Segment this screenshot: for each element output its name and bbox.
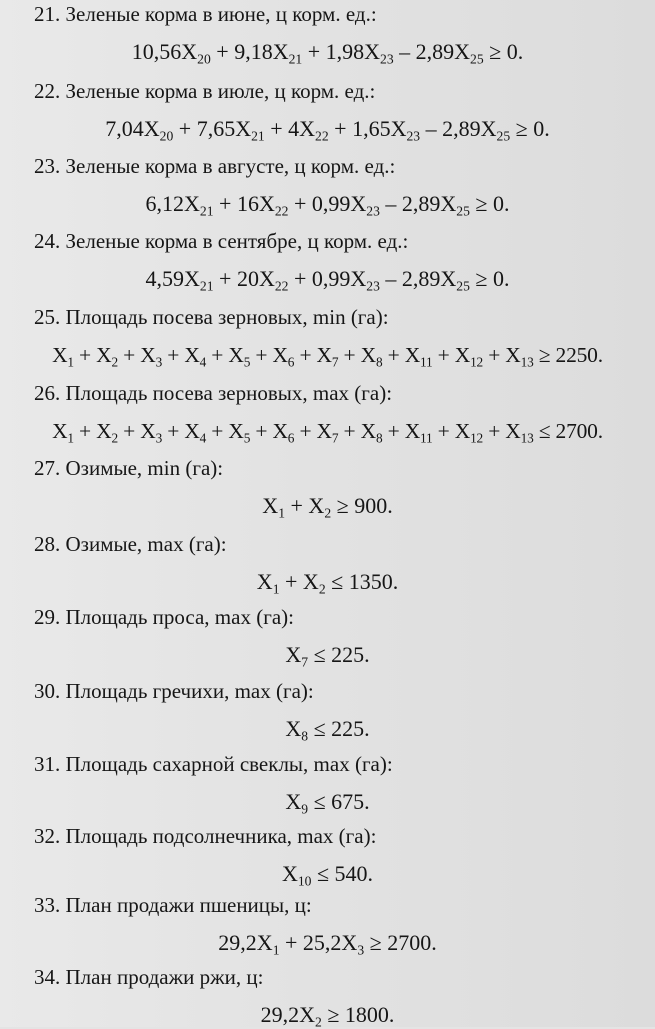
- variable-index: 23: [366, 203, 380, 219]
- variable-index: 1: [278, 505, 285, 521]
- constraint-formula: [0, 716, 655, 742]
- constraint-heading: 32. Площадь подсолнечника, max (га):: [34, 824, 377, 848]
- relation-sign: ≥: [321, 1002, 345, 1027]
- operator: –: [379, 191, 402, 216]
- constraint-heading: 29. Площадь проса, max (га):: [34, 605, 294, 629]
- operator: +: [483, 343, 506, 367]
- term-coefficient: 1,98X: [325, 39, 381, 64]
- term-coefficient: 9,18X: [234, 39, 289, 64]
- right-hand-side: 1800.: [344, 1002, 395, 1027]
- term-coefficient: X: [96, 419, 112, 443]
- variable-index: 21: [251, 128, 265, 144]
- variable-index: 9: [301, 801, 309, 817]
- term-coefficient: 2,89X: [442, 116, 497, 141]
- operator: +: [264, 116, 289, 141]
- variable-index: 1: [272, 581, 280, 597]
- variable-index: 20: [159, 128, 174, 144]
- relation-sign: ≤: [308, 789, 332, 814]
- variable-index: 23: [406, 128, 421, 144]
- variable-index: 3: [155, 430, 163, 446]
- term-coefficient: X: [272, 343, 288, 367]
- constraint-formula: [0, 39, 655, 65]
- constraint-heading: 26. Площадь посева зерновых, max (га):: [34, 381, 393, 405]
- variable-index: 25: [470, 51, 484, 67]
- term-coefficient: 4,59X: [145, 266, 200, 291]
- constraint-formula: [0, 861, 655, 887]
- operator: +: [338, 419, 361, 443]
- relation-sign: ≥: [364, 930, 388, 955]
- relation-sign: ≤: [533, 419, 556, 443]
- operator: +: [279, 930, 303, 955]
- variable-index: 5: [243, 354, 251, 370]
- operator: +: [73, 419, 97, 443]
- term-coefficient: X: [285, 642, 302, 667]
- variable-index: 23: [380, 51, 394, 67]
- relation-sign: ≥: [331, 493, 355, 518]
- operator: +: [382, 419, 405, 443]
- term-coefficient: 25,2X: [302, 930, 358, 955]
- term-coefficient: 2,89X: [401, 191, 457, 216]
- constraint-heading: 30. Площадь гречихи, max (га):: [34, 679, 314, 703]
- operator: +: [288, 191, 312, 216]
- variable-index: 3: [155, 354, 163, 370]
- term-coefficient: X: [140, 343, 156, 367]
- variable-index: 3: [357, 942, 365, 958]
- variable-index: 25: [456, 278, 470, 294]
- right-hand-side: 225.: [331, 642, 370, 667]
- variable-index: 12: [470, 430, 484, 446]
- variable-index: 4: [199, 354, 207, 370]
- variable-index: 7: [301, 654, 309, 670]
- variable-index: 23: [366, 278, 380, 294]
- term-coefficient: X: [505, 343, 521, 367]
- variable-index: 13: [520, 430, 534, 446]
- operator: –: [393, 39, 416, 64]
- variable-index: 12: [470, 354, 484, 370]
- operator: +: [285, 493, 309, 518]
- term-coefficient: X: [228, 419, 244, 443]
- operator: +: [206, 343, 229, 367]
- term-coefficient: X: [316, 419, 332, 443]
- constraint-formula: [0, 342, 655, 368]
- constraint-formula: [0, 642, 655, 668]
- term-coefficient: X: [505, 419, 521, 443]
- constraint-heading: 33. План продажи пшеницы, ц:: [34, 893, 312, 917]
- variable-index: 7: [331, 354, 339, 370]
- relation-sign: ≤: [308, 642, 332, 667]
- variable-index: 21: [288, 51, 303, 67]
- term-coefficient: X: [96, 343, 112, 367]
- variable-index: 20: [197, 51, 211, 67]
- operator: +: [213, 191, 237, 216]
- constraint-formula: [0, 116, 655, 142]
- term-coefficient: X: [256, 569, 273, 594]
- variable-index: 2: [324, 505, 332, 521]
- constraint-formula: [0, 493, 655, 519]
- constraint-heading: 24. Зеленые корма в сентябре, ц корм. ед.:: [34, 229, 409, 253]
- right-hand-side: 1350.: [348, 569, 399, 594]
- operator: +: [213, 266, 237, 291]
- operator: +: [117, 419, 141, 443]
- operator: +: [250, 419, 273, 443]
- operator: +: [483, 419, 506, 443]
- right-hand-side: 540.: [334, 861, 374, 886]
- operator: +: [162, 419, 185, 443]
- variable-index: 25: [496, 128, 511, 144]
- right-hand-side: 225.: [331, 716, 370, 741]
- relation-sign: ≤: [311, 861, 335, 886]
- relation-sign: ≥: [510, 116, 534, 141]
- constraint-heading: 34. План продажи ржи, ц:: [34, 965, 264, 989]
- constraint-formula: [0, 418, 655, 444]
- operator: +: [338, 343, 361, 367]
- term-coefficient: 1,65X: [352, 116, 407, 141]
- operator: +: [288, 266, 312, 291]
- right-hand-side: 2700.: [387, 930, 437, 955]
- relation-sign: ≥: [469, 191, 493, 216]
- term-coefficient: X: [308, 493, 325, 518]
- right-hand-side: 0.: [492, 191, 510, 216]
- operator: +: [328, 116, 353, 141]
- operator: +: [294, 343, 317, 367]
- constraint-heading: 28. Озимые, max (га):: [34, 532, 227, 556]
- variable-index: 8: [375, 430, 383, 446]
- operator: +: [294, 419, 317, 443]
- variable-index: 25: [456, 203, 470, 219]
- term-coefficient: 29,2X: [260, 1002, 315, 1027]
- constraint-heading: 31. Площадь сахарной свеклы, max (га):: [34, 752, 393, 776]
- term-coefficient: X: [285, 716, 302, 741]
- right-hand-side: 2700.: [555, 419, 603, 443]
- variable-index: 8: [375, 354, 383, 370]
- term-coefficient: X: [272, 419, 288, 443]
- constraint-heading: 25. Площадь посева зерновых, min (га):: [34, 305, 389, 329]
- term-coefficient: X: [262, 493, 279, 518]
- operator: +: [382, 343, 405, 367]
- term-coefficient: X: [404, 419, 421, 443]
- variable-index: 5: [243, 430, 251, 446]
- term-coefficient: X: [404, 343, 421, 367]
- term-coefficient: 2,89X: [401, 266, 457, 291]
- operator: +: [162, 343, 185, 367]
- term-coefficient: X: [316, 343, 332, 367]
- variable-index: 10: [297, 873, 312, 889]
- constraint-heading: 23. Зеленые корма в августе, ц корм. ед.:: [34, 154, 396, 178]
- operator: +: [432, 343, 455, 367]
- operator: +: [73, 343, 97, 367]
- variable-index: 2: [315, 1014, 322, 1029]
- term-coefficient: X: [281, 861, 298, 886]
- variable-index: 21: [199, 203, 214, 219]
- term-coefficient: 2,89X: [415, 39, 471, 64]
- variable-index: 21: [199, 278, 214, 294]
- right-hand-side: 0.: [492, 266, 510, 291]
- variable-index: 22: [274, 203, 289, 219]
- variable-index: 1: [272, 942, 280, 958]
- right-hand-side: 675.: [331, 789, 370, 814]
- constraint-formula: [0, 1002, 655, 1028]
- term-coefficient: 29,2X: [218, 930, 273, 955]
- term-coefficient: X: [140, 419, 156, 443]
- variable-index: 1: [67, 354, 74, 370]
- operator: –: [379, 266, 402, 291]
- variable-index: 11: [420, 354, 433, 370]
- constraint-formula: [0, 569, 655, 595]
- variable-index: 8: [301, 728, 309, 744]
- operator: +: [279, 569, 303, 594]
- operator: –: [420, 116, 443, 141]
- relation-sign: ≤: [325, 569, 349, 594]
- relation-sign: ≥: [483, 39, 507, 64]
- term-coefficient: X: [228, 343, 244, 367]
- relation-sign: ≤: [308, 716, 332, 741]
- variable-index: 13: [520, 354, 534, 370]
- term-coefficient: 0,99X: [311, 191, 367, 216]
- term-coefficient: X: [184, 343, 200, 367]
- term-coefficient: 10,56X: [131, 39, 198, 64]
- operator: +: [432, 419, 455, 443]
- term-coefficient: X: [285, 789, 302, 814]
- variable-index: 2: [111, 354, 118, 370]
- variable-index: 7: [331, 430, 339, 446]
- term-coefficient: X: [184, 419, 200, 443]
- variable-index: 6: [287, 354, 295, 370]
- constraint-formula: [0, 191, 655, 217]
- variable-index: 22: [315, 128, 329, 144]
- constraint-formula: [0, 266, 655, 292]
- right-hand-side: 0.: [506, 39, 524, 64]
- operator: +: [173, 116, 197, 141]
- operator: +: [250, 343, 273, 367]
- term-coefficient: 4X: [288, 116, 316, 141]
- term-coefficient: X: [302, 569, 319, 594]
- term-coefficient: 16X: [236, 191, 275, 216]
- variable-index: 4: [199, 430, 207, 446]
- term-coefficient: 0,99X: [311, 266, 367, 291]
- constraint-heading: 27. Озимые, min (га):: [34, 456, 224, 480]
- constraint-formula: [0, 789, 655, 815]
- term-coefficient: X: [360, 343, 376, 367]
- operator: +: [210, 39, 235, 64]
- term-coefficient: X: [52, 343, 68, 367]
- relation-sign: ≥: [469, 266, 493, 291]
- term-coefficient: X: [360, 419, 376, 443]
- variable-index: 11: [420, 430, 433, 446]
- term-coefficient: 20X: [236, 266, 275, 291]
- term-coefficient: 6,12X: [145, 191, 200, 216]
- term-coefficient: 7,04X: [105, 116, 160, 141]
- right-hand-side: 0.: [533, 116, 550, 141]
- right-hand-side: 900.: [354, 493, 393, 518]
- operator: +: [206, 419, 229, 443]
- variable-index: 22: [274, 278, 289, 294]
- constraint-heading: 22. Зеленые корма в июле, ц корм. ед.:: [34, 79, 376, 103]
- relation-sign: ≥: [533, 343, 556, 367]
- operator: +: [302, 39, 326, 64]
- variable-index: 2: [111, 430, 118, 446]
- term-coefficient: X: [52, 419, 68, 443]
- term-coefficient: X: [454, 343, 471, 367]
- right-hand-side: 2250.: [555, 343, 603, 367]
- operator: +: [117, 343, 141, 367]
- variable-index: 1: [67, 430, 74, 446]
- term-coefficient: X: [454, 419, 471, 443]
- constraint-formula: [0, 930, 655, 956]
- variable-index: 6: [287, 430, 295, 446]
- constraint-heading: 21. Зеленые корма в июне, ц корм. ед.:: [34, 2, 377, 26]
- term-coefficient: 7,65X: [196, 116, 252, 141]
- variable-index: 2: [318, 581, 326, 597]
